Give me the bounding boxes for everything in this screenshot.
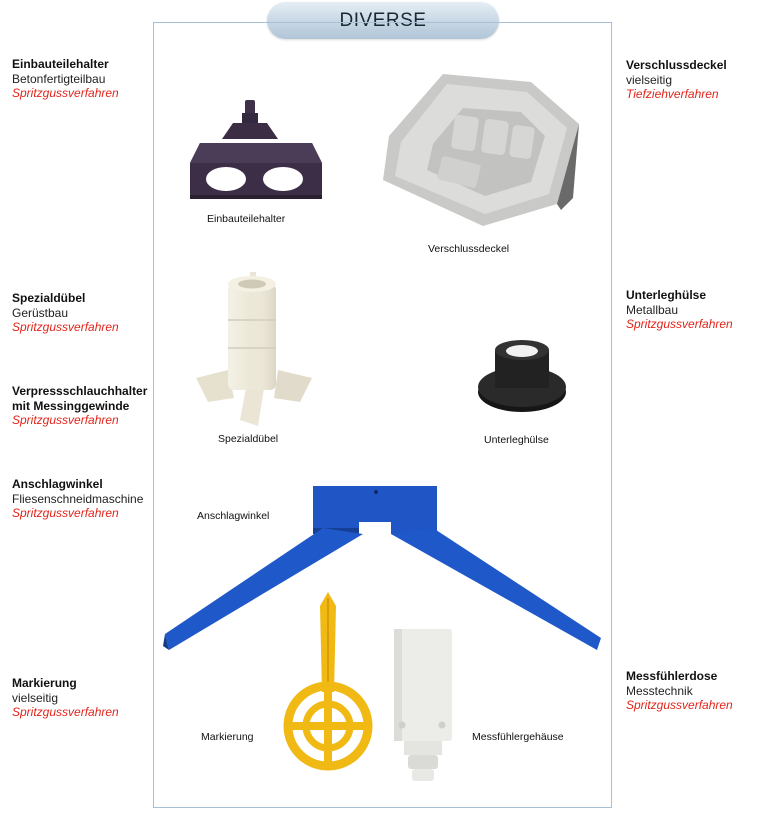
entry-subtitle: Messtechnik xyxy=(626,683,693,698)
entry-einbauteilehalter xyxy=(12,57,119,101)
entry-subtitle: Gerüstbau xyxy=(12,305,69,320)
entry-subtitle: Metallbau xyxy=(626,302,679,317)
entry-process: Spritzgussverfahren xyxy=(626,317,733,331)
entry-subtitle: vielseitig xyxy=(12,690,59,705)
messfuehlergehaeuse-image xyxy=(390,627,456,783)
entry-title: Unterleghülse xyxy=(626,288,707,302)
entry-title-line1: Verpressschlauchhalter xyxy=(12,384,148,398)
entry-title: Verschlussdeckel xyxy=(626,58,727,72)
entry-anschlagwinkel xyxy=(12,477,143,521)
entry-process: Spritzgussverfahren xyxy=(12,86,119,100)
spezialduebel-image xyxy=(194,270,314,430)
entry-title-line2: mit Messinggewinde xyxy=(12,398,130,413)
entry-subtitle: Betonfertigteilbau xyxy=(12,71,106,86)
entry-unterleghuelse xyxy=(626,288,733,332)
caption-anschlagwinkel: Anschlagwinkel xyxy=(197,510,270,522)
caption-einbauteilehalter: Einbauteilehalter xyxy=(207,213,286,225)
entry-title: Messfühlerdose xyxy=(626,669,718,683)
caption-unterleghuelse: Unterleghülse xyxy=(484,434,549,446)
entry-process: Tiefziehverfahren xyxy=(626,87,719,101)
entry-title: Einbauteilehalter xyxy=(12,57,109,71)
entry-title: Markierung xyxy=(12,676,77,690)
unterleghuelse-image xyxy=(477,340,567,420)
caption-markierung: Markierung xyxy=(201,731,254,743)
entry-process: Spritzgussverfahren xyxy=(12,320,119,334)
entry-process: Spritzgussverfahren xyxy=(626,698,733,712)
entry-title: Anschlagwinkel xyxy=(12,477,103,491)
entry-process: Spritzgussverfahren xyxy=(12,413,119,427)
caption-spezialduebel: Spezialdübel xyxy=(218,433,279,445)
entry-verpressschlauchhalter xyxy=(12,384,147,428)
entry-subtitle: Fliesenschneidmaschine xyxy=(12,491,144,506)
verschlussdeckel-image xyxy=(381,72,581,232)
einbauteilehalter-image xyxy=(188,95,322,210)
caption-messfuehlergehaeuse: Messfühlergehäuse xyxy=(472,731,564,743)
entry-markierung xyxy=(12,676,119,720)
entry-subtitle: vielseitig xyxy=(626,72,673,87)
section-title: DIVERSE xyxy=(267,2,499,39)
entry-process: Spritzgussverfahren xyxy=(12,506,119,520)
entry-verschlussdeckel xyxy=(626,58,727,102)
entry-spezialduebel xyxy=(12,291,119,335)
caption-verschlussdeckel: Verschlussdeckel xyxy=(428,243,510,255)
entry-title: Spezialdübel xyxy=(12,291,86,305)
markierung-image xyxy=(282,592,374,774)
entry-process: Spritzgussverfahren xyxy=(12,705,119,719)
entry-messfuehlerdose xyxy=(626,669,733,713)
